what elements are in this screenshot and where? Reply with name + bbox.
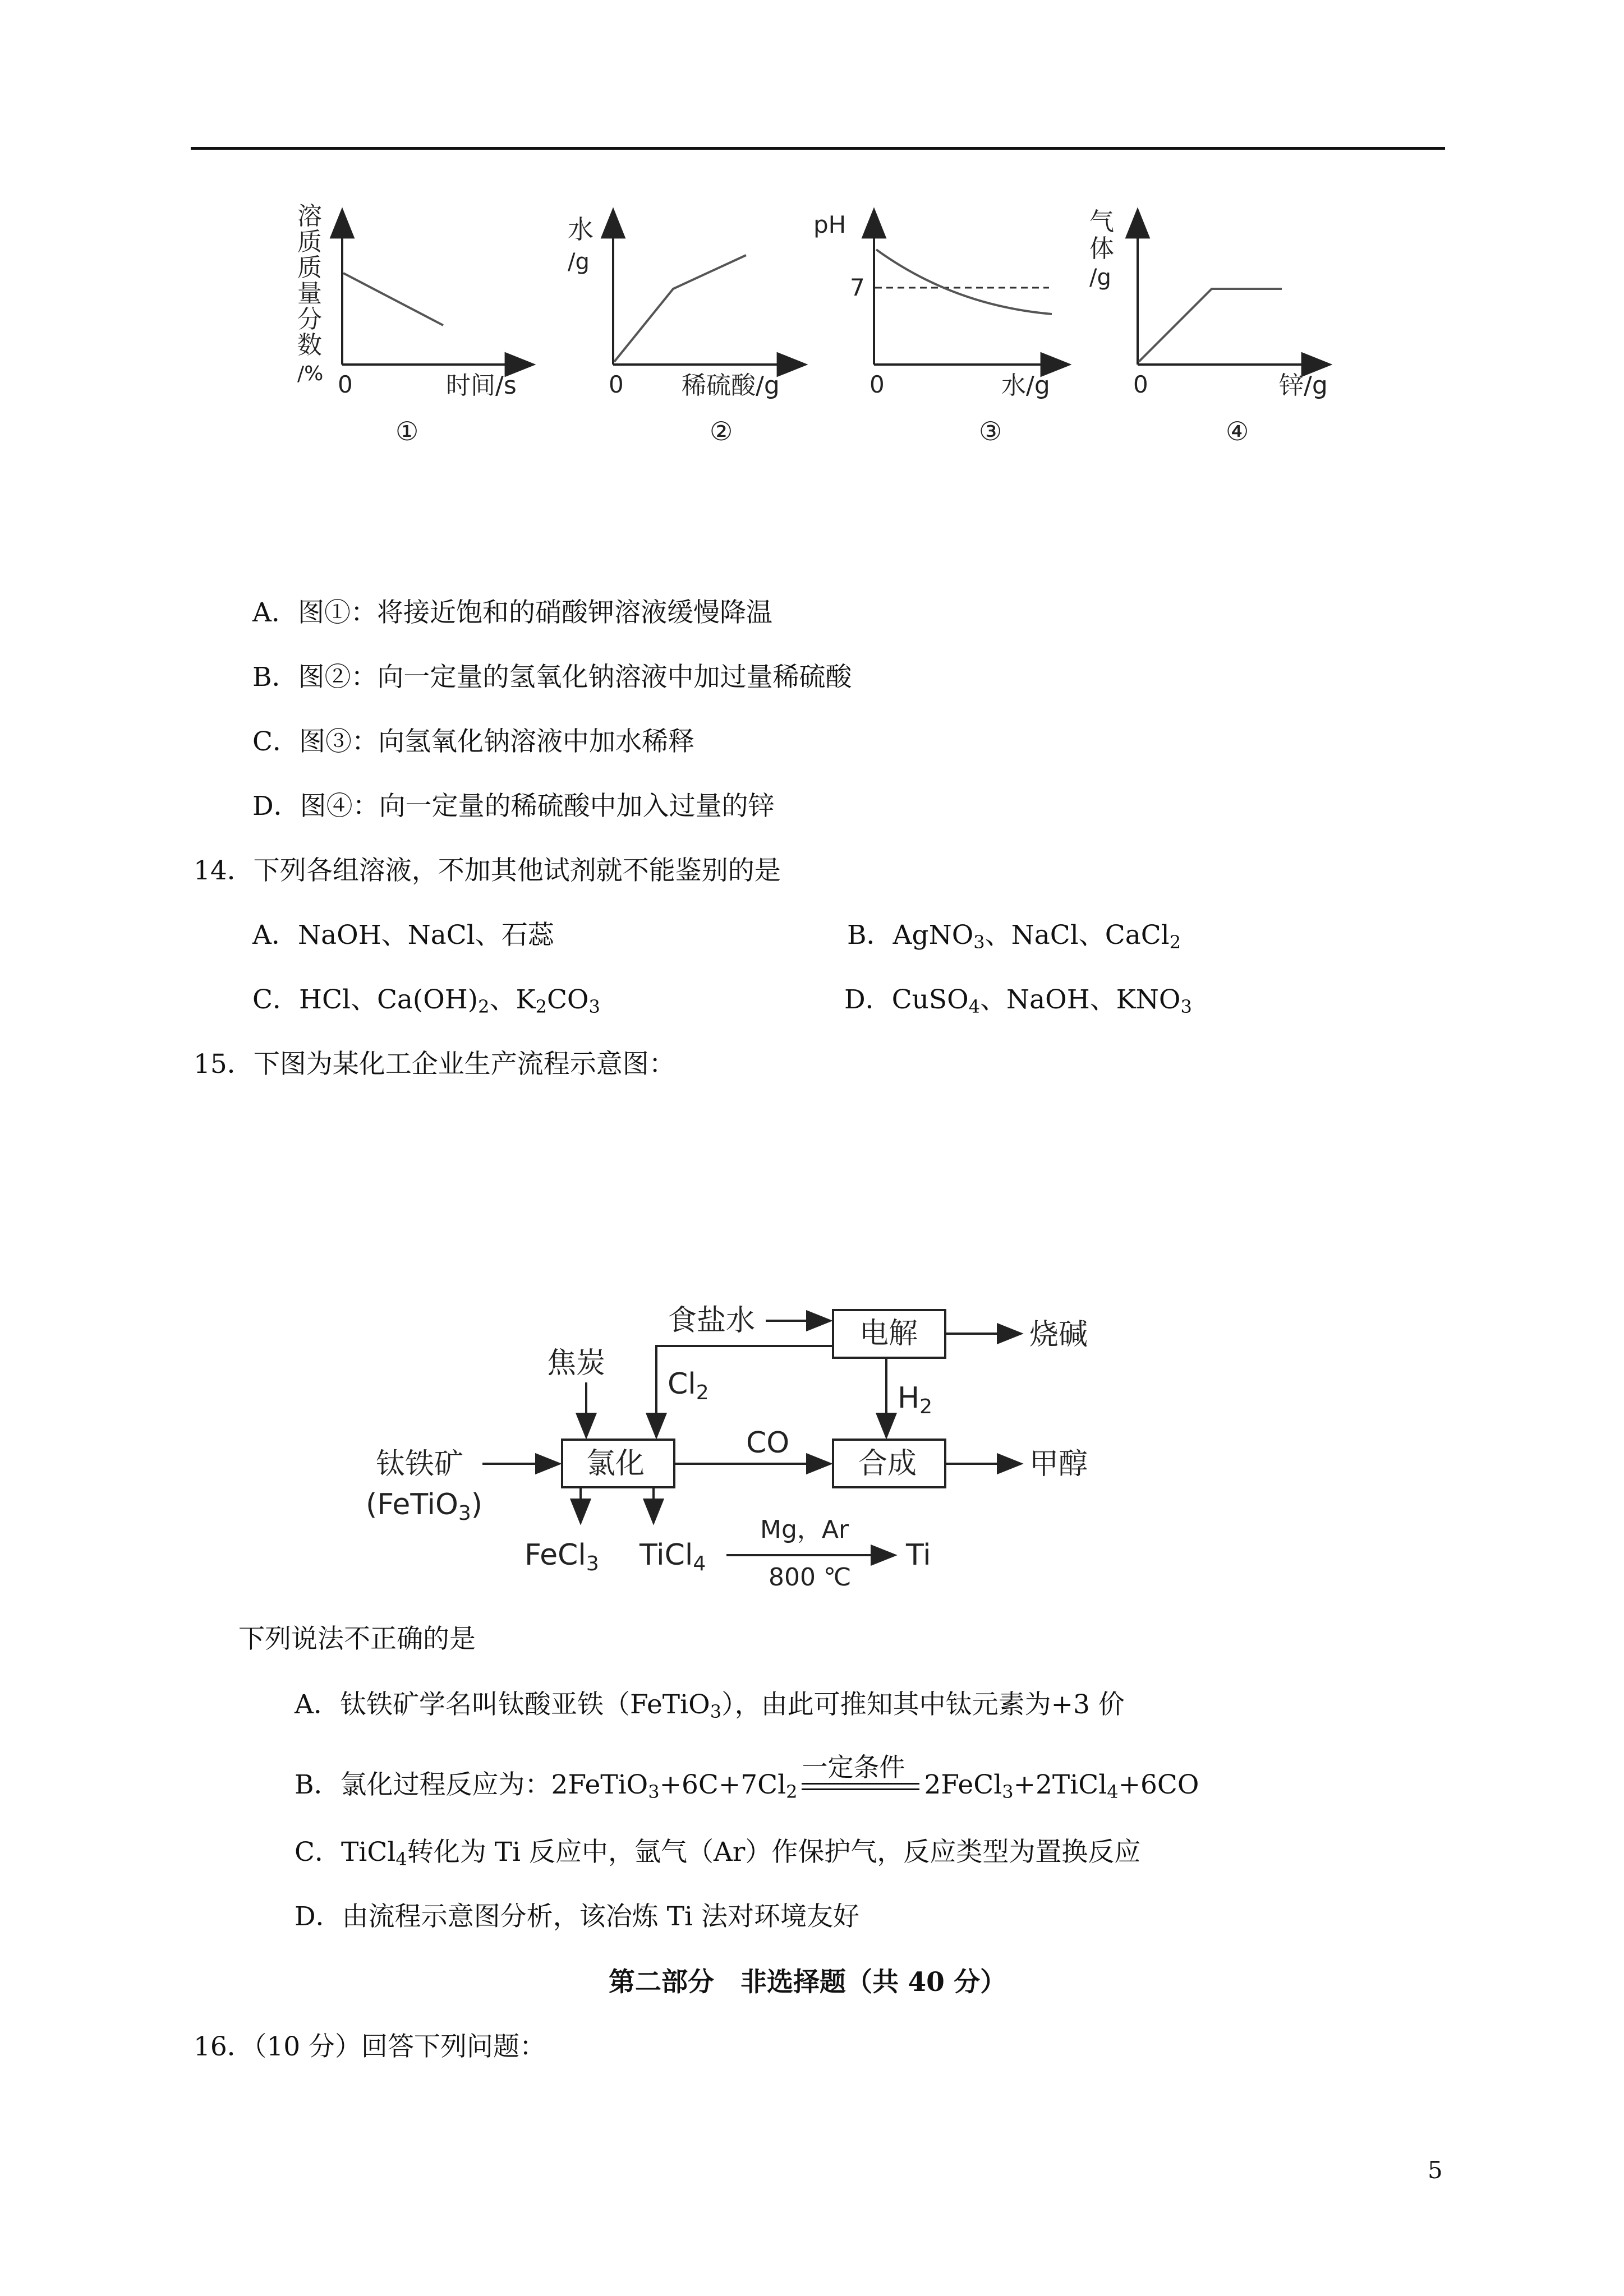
q15-option-a: A．钛铁矿学名叫钛酸亚铁（FeTiO$_3$），由此可推知其中钛元素为+3 价: [295, 1689, 1125, 1722]
q13-option-b: B．图②：向一定量的氢氧化钠溶液中加过量稀硫酸: [252, 662, 852, 693]
graph-2-xlabel: 稀硫酸/g: [682, 371, 780, 400]
graph-4-curve: [1139, 289, 1282, 362]
svg-text:/g: /g: [1089, 265, 1111, 291]
q14-option-b: B．AgNO$_3$、NaCl、CaCl$_2$: [847, 920, 1181, 953]
graph-3-xlabel: 水/g: [1001, 371, 1050, 400]
graph-3-ytick: 7: [850, 274, 865, 301]
svg-text:溶: 溶: [297, 202, 322, 230]
caustic-soda-label: 烧碱: [1029, 1318, 1088, 1352]
graph-3-ylabel: pH: [813, 211, 846, 238]
q15-option-c: C．TiCl$_4$转化为 Ti 反应中，氩气（Ar）作保护气，反应类型为置换反应: [295, 1837, 1141, 1870]
q13-option-c: C．图③：向氢氧化钠溶液中加水稀释: [252, 726, 694, 757]
process-flow-diagram: [0, 1262, 1624, 1598]
reaction-condition: 一定条件: [802, 1768, 919, 1802]
ore-label: 钛铁矿: [376, 1447, 464, 1481]
q15-question: 下列说法不正确的是: [238, 1624, 476, 1654]
graph-2-origin: 0: [609, 371, 624, 398]
svg-text:质: 质: [297, 228, 322, 256]
graph-1-origin: 0: [338, 371, 353, 398]
graph-2-ylabel: 水: [568, 214, 594, 245]
graph-4: [1089, 208, 1329, 446]
svg-text:数: 数: [297, 331, 322, 359]
ti-label: Ti: [906, 1538, 931, 1572]
section-title: 第二部分 非选择题（共 40 分）: [609, 1967, 1007, 1998]
graph-3-curve: [876, 250, 1052, 314]
electrolysis-label: 电解: [859, 1317, 918, 1350]
ticl4-label: TiCl4: [640, 1538, 706, 1575]
condition-top: Mg，Ar: [760, 1515, 849, 1544]
q14-option-c: C．HCl、$Ca(OH)_2$、$K_2CO_3$: [252, 984, 600, 1017]
co-label: CO: [746, 1426, 790, 1460]
svg-text:质: 质: [297, 253, 322, 282]
q14-stem: 14．下列各组溶液，不加其他试剂就不能鉴别的是: [194, 855, 781, 886]
svg-text:/%: /%: [297, 362, 324, 385]
page-number: 5: [1428, 2156, 1443, 2184]
q15-option-b: B．氯化过程反应为：$2FeTiO_3+6C+7Cl_2$ 一定条件 2FeCl$_3$+2TiCl$_4$+6CO: [295, 1752, 1199, 1802]
ore-formula: (FeTiO3): [366, 1488, 483, 1525]
graph-4-ylabel: 气: [1089, 208, 1114, 236]
svg-text:/g: /g: [568, 249, 590, 275]
graphs-figure: [0, 168, 1624, 628]
svg-text:分: 分: [297, 305, 322, 334]
fecl3-label: FeCl3: [525, 1538, 599, 1575]
q14-option-a: A．NaOH、NaCl、石蕊: [252, 920, 554, 951]
methanol-label: 甲醇: [1029, 1447, 1088, 1481]
synthesis-label: 合成: [858, 1447, 917, 1481]
coke-label: 焦炭: [547, 1347, 606, 1380]
cl2-label: Cl2: [668, 1367, 709, 1404]
graph-1-curve: [343, 273, 443, 325]
condition-bottom: 800 ℃: [769, 1563, 852, 1592]
q15-stem: 15．下图为某化工企业生产流程示意图：: [194, 1049, 675, 1080]
graph-2: [568, 210, 805, 446]
chlorination-label: 氯化: [586, 1447, 645, 1481]
graph-4-xlabel: 锌/g: [1279, 371, 1328, 400]
header-rule: [191, 147, 1445, 150]
graph-1-xlabel: 时间/s: [446, 371, 517, 400]
q14-option-d: D．CuSO$_4$、NaOH、$KNO_3$: [844, 984, 1192, 1017]
h2-label: H2: [898, 1381, 933, 1418]
graph-1-ylabel: [297, 202, 323, 385]
graph-3-number: ③: [979, 416, 1002, 446]
q13-option-d: D．图④：向一定量的稀硫酸中加入过量的锌: [252, 791, 775, 822]
q16-stem: 16．（10 分）回答下列问题：: [194, 2031, 546, 2062]
graph-4-number: ④: [1226, 416, 1249, 446]
graph-2-number: ②: [710, 416, 733, 446]
svg-text:体: 体: [1089, 234, 1114, 263]
graph-2-curve: [614, 255, 746, 362]
q13-option-a: A．图①：将接近饱和的硝酸钾溶液缓慢降温: [252, 597, 772, 628]
salt-water-label: 食盐水: [668, 1304, 756, 1338]
graph-3: [813, 210, 1069, 446]
graph-1-number: ①: [395, 416, 419, 446]
graph-3-origin: 0: [869, 371, 885, 398]
graph-4-origin: 0: [1133, 371, 1148, 398]
svg-text:量: 量: [297, 279, 322, 308]
graph-1: [297, 202, 533, 446]
q15-option-d: D．由流程示意图分析，该冶炼 Ti 法对环境友好: [295, 1901, 859, 1932]
